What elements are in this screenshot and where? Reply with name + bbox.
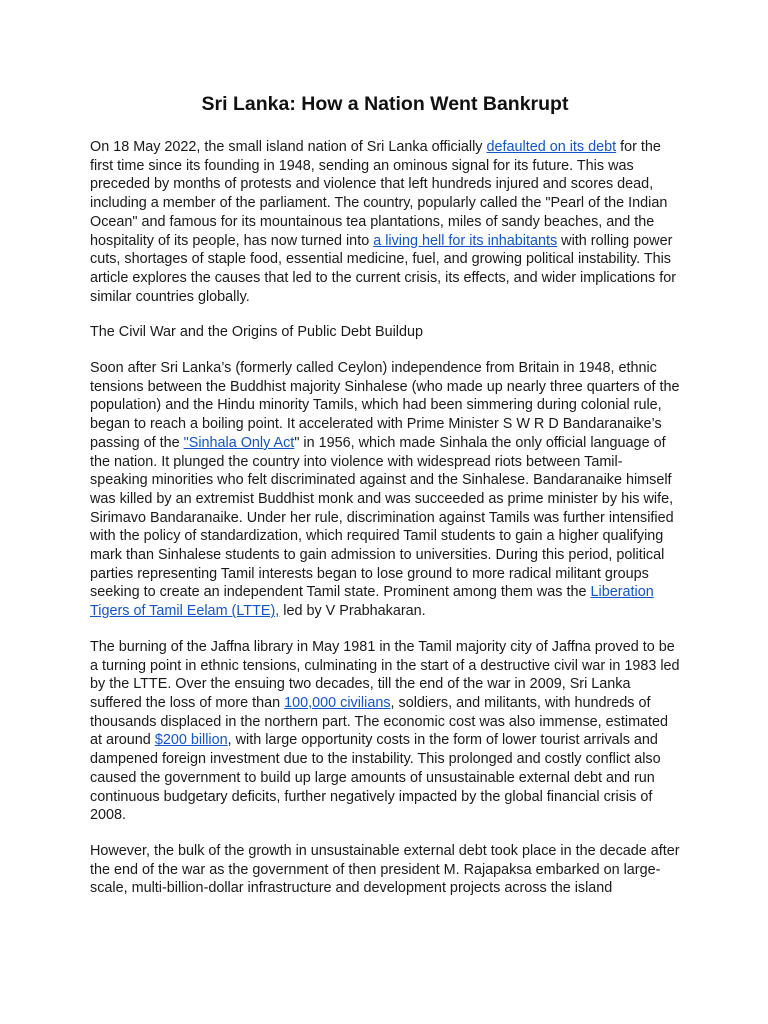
jaffna-paragraph: [90, 638, 680, 825]
200-billion-link[interactable]: $200 billion: [154, 732, 228, 749]
paragraph-text: However, the bulk of the growth in unsustainable external debt took place in the decade after the end of the war as the government of then president M. Rajapaksa embarked on large-scale, multi-billion-dollar infrastructure and development projects across the island: [90, 842, 680, 897]
article-title: Sri Lanka: How a Nation Went Bankrupt: [201, 93, 569, 115]
document-page: [90, 90, 680, 915]
paragraph-text: On 18 May 2022, the small island nation of Sri Lanka officially: [90, 139, 487, 155]
paragraph-text: Soon after Sri Lanka’s (formerly called Ceylon) independence from Britain in 1948, ethnic tensions between the Buddhist majority Sinhalese (who made up nearly three quarters of the population) and the Hindu minority Tamils, which had been simmering during colonial rule, began to reach a boiling point. It accelerated with Prime Minister S W R D Bandaranaike’s passing of the: [90, 360, 680, 451]
paragraph-text: led by V Prabhakaran.: [279, 603, 426, 620]
civilians-link[interactable]: 100,000 civilians: [284, 694, 391, 711]
paragraph-text: for the first time since its founding in 1948, sending an ominous signal for its future. This was preceded by months of protests and violence that left hundreds injured and scores dead, including a member of the parliament. The country, popularly called the "Pearl of the Indian Ocean" and famous for its mountainous tea plantations, miles of sandy beaches, and the hospitality of its people, has now turned into: [90, 139, 668, 249]
ltte-link[interactable]: Liberation Tigers of Tamil Eelam (LTTE),: [90, 584, 654, 620]
intro-paragraph: [90, 138, 680, 306]
debt-growth-paragraph: [90, 842, 680, 898]
living-hell-link[interactable]: a living hell for its inhabitants: [373, 232, 558, 249]
paragraph-text: , soldiers, and militants, with hundreds of thousands displaced in the northern part. The economic cost was also immense, estimated at around: [90, 694, 669, 749]
paragraph-text: , with large opportunity costs in the form of lower tourist arrivals and dampened foreign investment due to the instability. This prolonged and costly conflict also caused the government to build up large amounts of unsustainable external debt and run continuous budgetary deficits, further negatively impacted by the global financial crisis of 2008.: [90, 732, 661, 824]
civil-war-paragraph: [90, 359, 680, 621]
sinhala-only-act-link[interactable]: "Sinhala Only Act: [183, 434, 295, 451]
paragraph-text: " in 1956, which made Sinhala the only official language of the nation. It plunged the country into violence with widespread riots between Tamil-speaking minorities who felt discriminated against and the Sinhalese. Bandaranaike himself was killed by an extremist Buddhist monk and was succeeded as prime minister by his wife, Sirimavo Bandaranaike. Under her rule, discrimination against Tamils was further intensified with the policy of standardization, which required Tamil students to gain a higher qualifying mark than Sinhalese students to gain admission to universities. During this period, political parties representing Tamil interests began to lose ground to more radical militant groups seeking to create an independent Tamil state. Prominent among them was the: [90, 434, 674, 601]
defaulted-on-debt-link[interactable]: defaulted on its debt: [486, 139, 617, 155]
paragraph-text: The burning of the Jaffna library in May 1981 in the Tamil majority city of Jaffna proved to be a turning point in ethnic tensions, culminating in the start of a destructive civil war in 1983 led by the LTTE. Over the ensuing two decades, till the end of the war in 2009, Sri Lanka suffered the loss of more than: [90, 638, 680, 711]
paragraph-text: with rolling power cuts, shortages of staple food, essential medicine, fuel, and growing political instability. This article explores the causes that led to the current crisis, its effects, and wider implications for similar countries globally.: [90, 232, 677, 305]
section-heading-civil-war: The Civil War and the Origins of Public Debt Buildup: [90, 324, 424, 341]
